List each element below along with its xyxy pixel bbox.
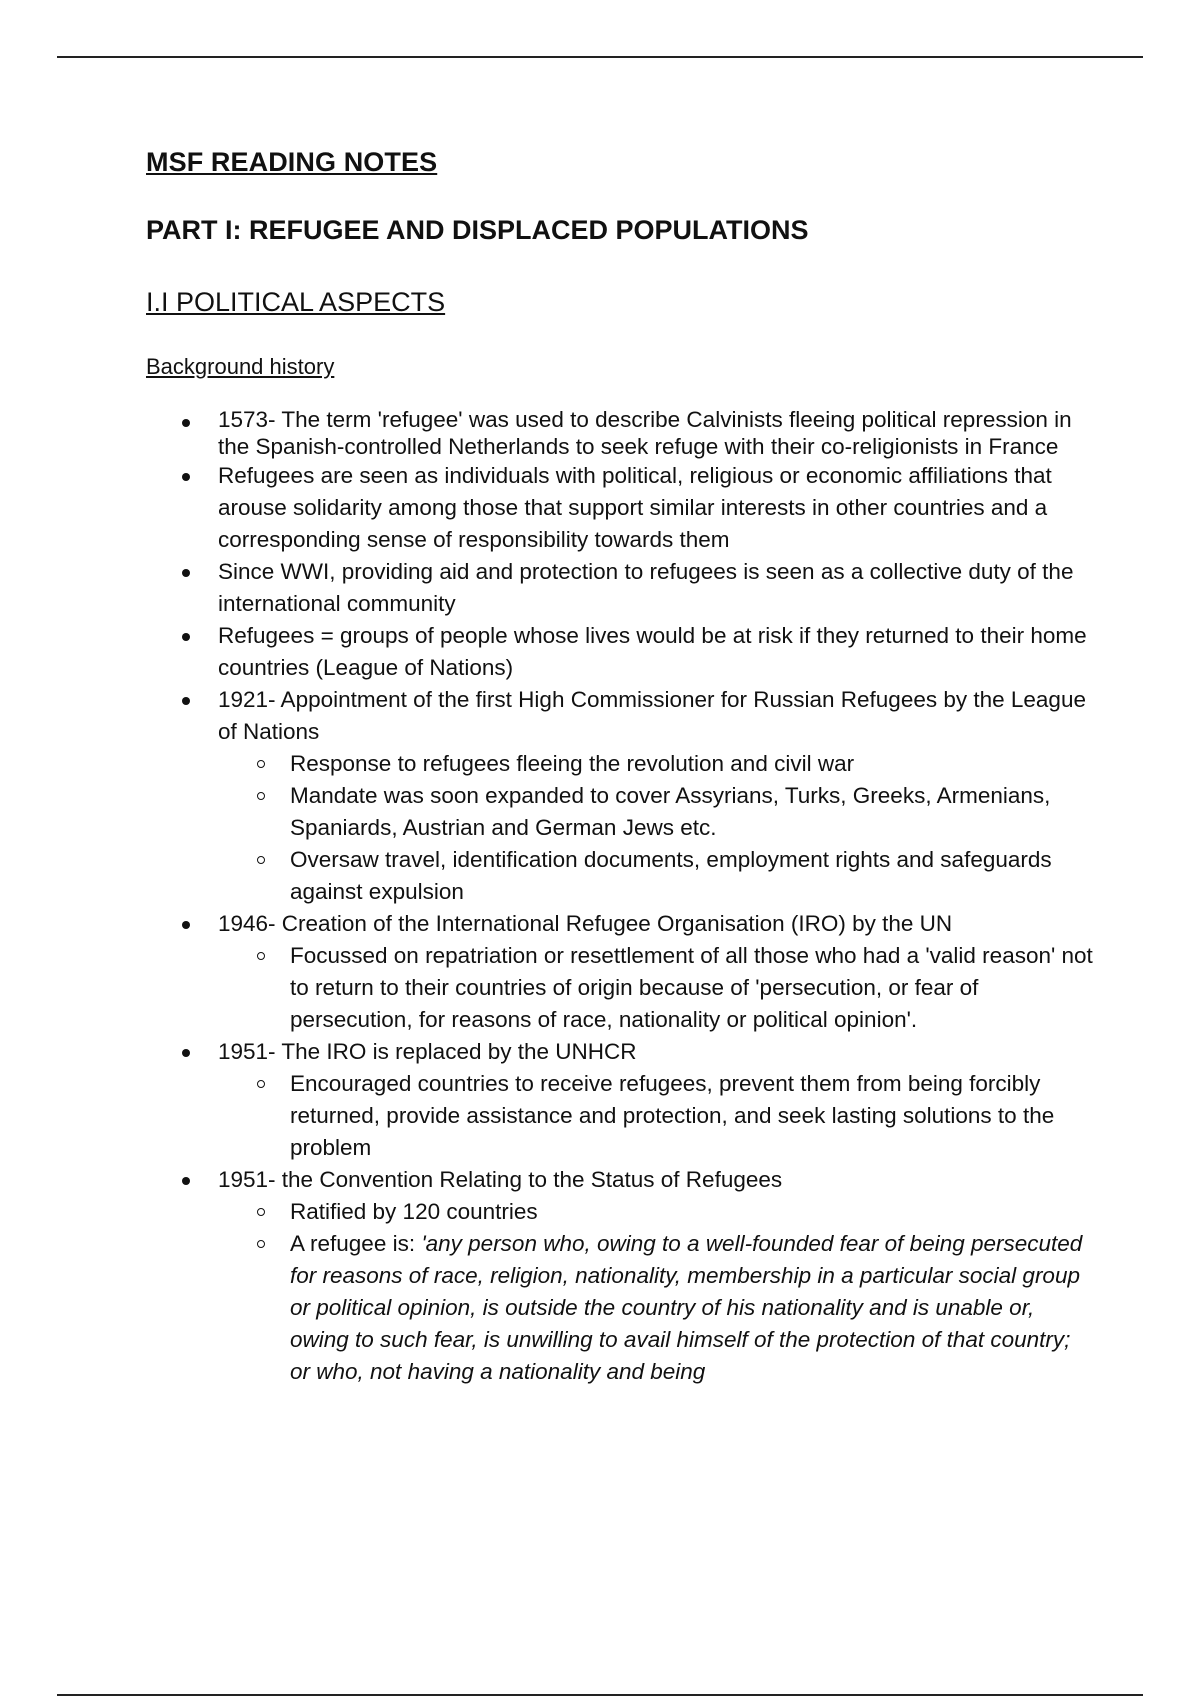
bullet-disc-icon [182, 697, 190, 705]
sub-list-item [218, 1228, 1096, 1388]
part-title: PART I: REFUGEE AND DISPLACED POPULATIONS [146, 215, 809, 245]
sub-list-item [218, 940, 1096, 1036]
list-item-text: 1946- Creation of the International Refugee Organisation (IRO) by the UN [218, 911, 953, 936]
sub-list [218, 940, 1096, 1036]
list-item [146, 684, 1096, 908]
bullet-circle-icon [257, 1240, 265, 1248]
list-item-text: Since WWI, providing aid and protection to refugees is seen as a collective duty of the international community [218, 559, 1074, 616]
top-rule [57, 56, 1143, 58]
bullet-circle-icon [257, 1208, 265, 1216]
document-body [146, 140, 1096, 1388]
bullet-disc-icon [182, 473, 190, 481]
sub-list-item-text: Oversaw travel, identification documents, employment rights and safeguards against expulsion [290, 847, 1052, 904]
sub-list-item [218, 1068, 1096, 1164]
list-item-text: Refugees are seen as individuals with political, religious or economic affiliations that arouse solidarity among those that support similar interests in other countries and a corresponding sense of responsibility towards them [218, 463, 1052, 552]
subheading: Background history [146, 354, 335, 379]
bullet-disc-icon [182, 921, 190, 929]
bullet-circle-icon [257, 856, 265, 864]
list-item [146, 460, 1096, 556]
refugee-definition-lead: A refugee is: [290, 1231, 422, 1256]
list-item-text: Refugees = groups of people whose lives would be at risk if they returned to their home countries (League of Nations) [218, 623, 1087, 680]
list-item [146, 556, 1096, 620]
bullet-disc-icon [182, 1177, 190, 1185]
bullet-disc-icon [182, 633, 190, 641]
bullet-disc-icon [182, 569, 190, 577]
list-item [146, 1036, 1096, 1164]
list-item [146, 406, 1096, 460]
bullet-disc-icon [182, 1049, 190, 1057]
sub-list-item [218, 748, 1096, 780]
bullet-circle-icon [257, 952, 265, 960]
bullet-disc-icon [182, 419, 190, 427]
bullet-circle-icon [257, 792, 265, 800]
sub-list-item-text: Response to refugees fleeing the revolution and civil war [290, 751, 855, 776]
sub-list-item [218, 780, 1096, 844]
sub-list [218, 1196, 1096, 1388]
list-item-text: 1951- The IRO is replaced by the UNHCR [218, 1039, 637, 1064]
list-item-text: 1951- the Convention Relating to the Status of Refugees [218, 1167, 783, 1192]
bullet-list [146, 406, 1096, 1388]
bottom-rule [57, 1694, 1143, 1696]
sub-list-item [218, 1196, 1096, 1228]
list-item [146, 1164, 1096, 1388]
list-item-text: 1921- Appointment of the first High Commissioner for Russian Refugees by the League of Nations [218, 687, 1086, 744]
list-item [146, 908, 1096, 1036]
list-item-text: 1573- The term 'refugee' was used to describe Calvinists fleeing political repression in the Spanish-controlled Netherlands to seek refuge with their co-religionists in France [218, 407, 1072, 459]
document-title: MSF READING NOTES [146, 147, 438, 177]
sub-list [218, 748, 1096, 908]
bullet-circle-icon [257, 1080, 265, 1088]
list-item [146, 620, 1096, 684]
section-title: I.I POLITICAL ASPECTS [146, 287, 446, 317]
sub-list-item-text: Encouraged countries to receive refugees, prevent them from being forcibly returned, provide assistance and protection, and seek lasting solutions to the problem [290, 1071, 1055, 1160]
bullet-circle-icon [257, 760, 265, 768]
sub-list [218, 1068, 1096, 1164]
sub-list-item-text: Mandate was soon expanded to cover Assyrians, Turks, Greeks, Armenians, Spaniards, Austrian and German Jews etc. [290, 783, 1051, 840]
sub-list-item-text: Ratified by 120 countries [290, 1199, 538, 1224]
sub-list-item [218, 844, 1096, 908]
refugee-definition-quote: 'any person who, owing to a well-founded fear of being persecuted for reasons of race, religion, nationality, membership in a particular social group or political opinion, is outside the country of his nationality and is unable or, owing to such fear, is unwilling to avail himself of the protection of that country; or who, not having a nationality and being [290, 1231, 1083, 1384]
sub-list-item-text: Focussed on repatriation or resettlement of all those who had a 'valid reason' not to return to their countries of origin because of 'persecution, or fear of persecution, for reasons of race, nationality or political opinion'. [290, 943, 1093, 1032]
